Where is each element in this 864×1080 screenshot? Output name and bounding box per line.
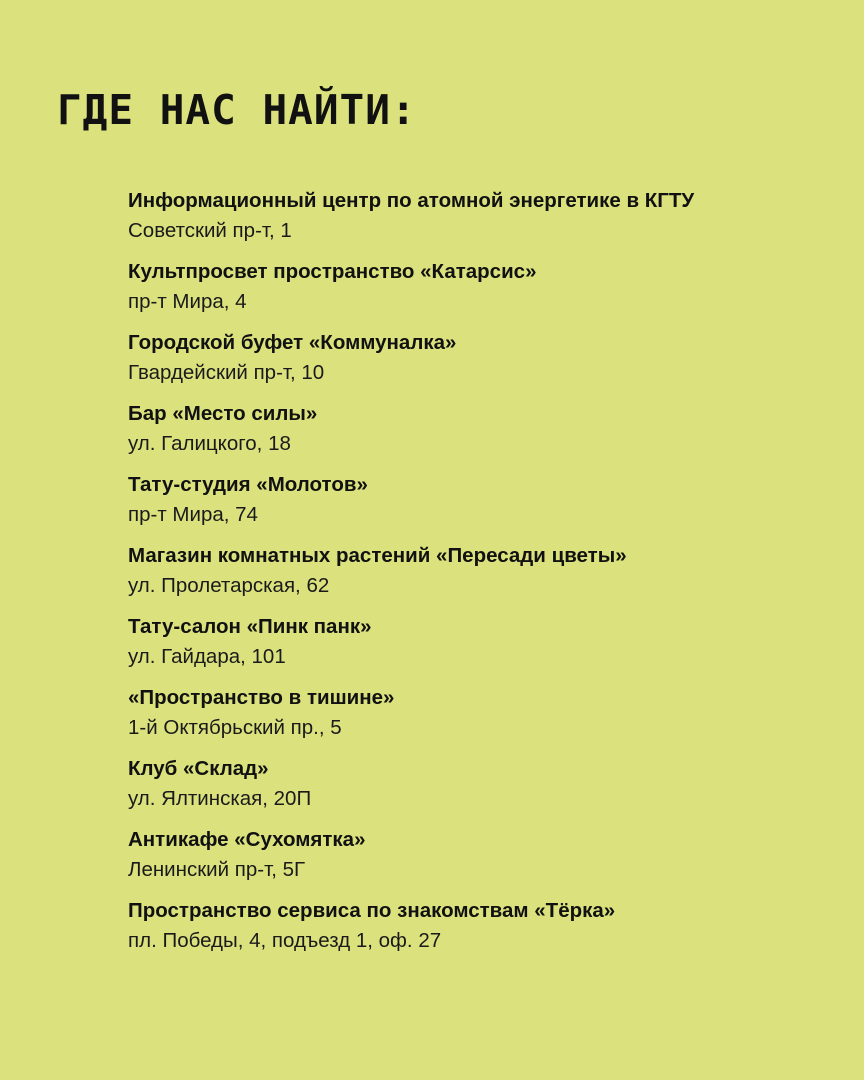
locations-list <box>128 186 828 967</box>
location-address: пр-т Мира, 4 <box>128 290 247 313</box>
location-name: Бар «Место силы» <box>128 402 318 425</box>
location-address: 1-й Октябрьский пр., 5 <box>128 716 342 739</box>
location-address: пл. Победы, 4, подъезд 1, оф. 27 <box>128 929 442 952</box>
list-item <box>128 683 828 754</box>
list-item <box>128 399 828 470</box>
list-item <box>128 896 828 967</box>
location-name: Информационный центр по атомной энергетике в КГТУ <box>128 189 695 212</box>
list-item <box>128 186 828 257</box>
list-item <box>128 328 828 399</box>
location-name: «Пространство в тишине» <box>128 686 395 709</box>
location-address: ул. Гайдара, 101 <box>128 645 286 668</box>
location-name: Магазин комнатных растений «Пересади цветы» <box>128 544 627 567</box>
location-name: Культпросвет пространство «Катарсис» <box>128 260 537 283</box>
location-address: Ленинский пр-т, 5Г <box>128 858 306 881</box>
location-address: ул. Ялтинская, 20П <box>128 787 312 810</box>
location-address: ул. Галицкого, 18 <box>128 432 291 455</box>
list-item <box>128 825 828 896</box>
location-name: Городской буфет «Коммуналка» <box>128 331 457 354</box>
location-address: ул. Пролетарская, 62 <box>128 574 330 597</box>
list-item <box>128 612 828 683</box>
location-name: Клуб «Склад» <box>128 757 269 780</box>
location-name: Пространство сервиса по знакомствам «Тёрка» <box>128 899 616 922</box>
location-address: пр-т Мира, 74 <box>128 503 258 526</box>
list-item <box>128 470 828 541</box>
page-title: ГДЕ НАС НАЙТИ: <box>57 86 417 134</box>
location-name: Тату-салон «Пинк панк» <box>128 615 372 638</box>
list-item <box>128 541 828 612</box>
location-address: Гвардейский пр-т, 10 <box>128 361 325 384</box>
location-name: Антикафе «Сухомятка» <box>128 828 366 851</box>
location-name: Тату-студия «Молотов» <box>128 473 368 496</box>
list-item <box>128 257 828 328</box>
list-item <box>128 754 828 825</box>
location-address: Советский пр-т, 1 <box>128 219 292 242</box>
